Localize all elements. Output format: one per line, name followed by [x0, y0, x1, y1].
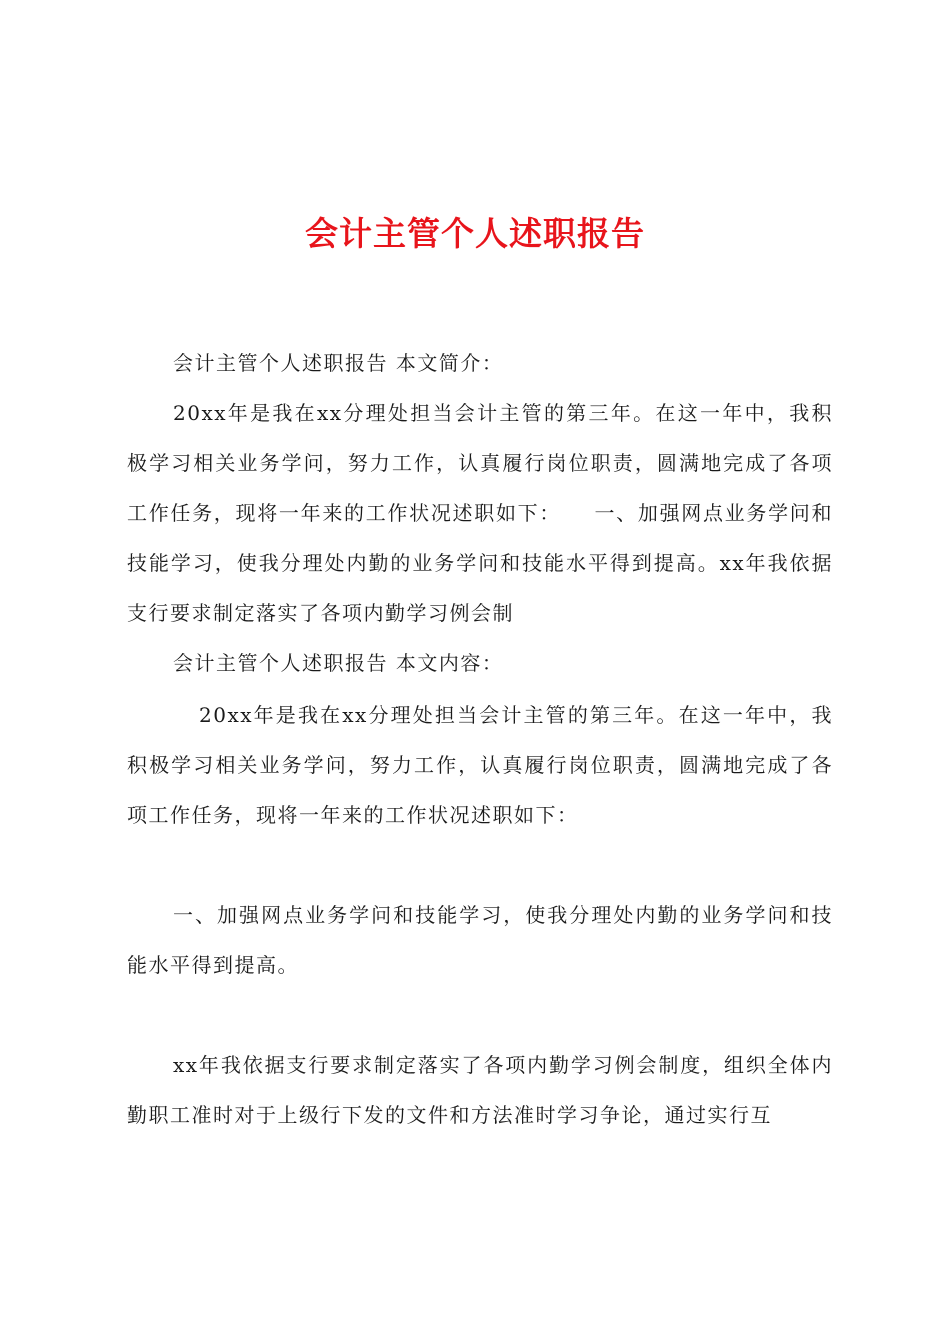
content-paragraph-intro: 20xx年是我在xx分理处担当会计主管的第三年。在这一年中，我积极学习相关业务学问，努力工作，认真履行岗位职责，圆满地完成了各项工作任务，现将一年来的工作状况述职如下：: [127, 703, 833, 827]
document-title: 会计主管个人述职报告: [305, 214, 645, 253]
content-paragraph-section-one: 一、加强网点业务学问和技能学习，使我分理处内勤的业务学问和技能水平得到提高。: [127, 903, 833, 977]
content-paragraph-study-system: xx年我依据支行要求制定落实了各项内勤学习例会制度，组织全体内勤职工准时对于上级行下发的文件和方法准时学习争论，通过实行互: [127, 1053, 833, 1127]
summary-heading: 会计主管个人述职报告 本文简介：: [173, 351, 504, 375]
content-heading: 会计主管个人述职报告 本文内容：: [173, 651, 504, 675]
summary-paragraph: 20xx年是我在xx分理处担当会计主管的第三年。在这一年中，我积极学习相关业务学问，努力工作，认真履行岗位职责，圆满地完成了各项工作任务，现将一年来的工作状况述职如下： 一、加强网点业务学问和技能学习，使我分理处内勤的业务学问和技能水平得到提高。xx年我依据支行要求制定落实了各项内勤学习例会制: [127, 401, 833, 625]
